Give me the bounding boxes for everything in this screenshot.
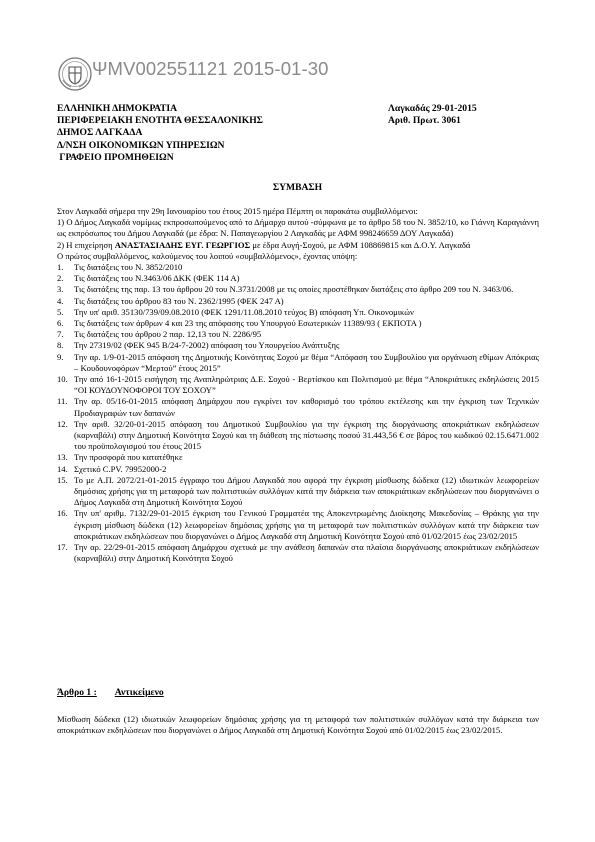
contract-body — [57, 206, 539, 565]
list-item-number: 8. — [57, 340, 64, 351]
issuer-line: ΓΡΑΦΕΙΟ ΠΡΟΜΗΘΕΙΩΝ — [57, 151, 174, 163]
list-item-number: 16. — [57, 508, 68, 519]
list-item — [57, 262, 539, 273]
considering-paragraph: Ο πρώτος συμβαλλόμενος, καλούμενος του λοιπού «συμβαλλόμενος», έχοντας υπόψη: — [57, 250, 358, 261]
list-item-number: 12. — [57, 418, 68, 429]
list-item-text: Τις διατάξεις του άρθρου 83 του Ν. 2362/1995 (ΦΕΚ 247 Α) — [74, 295, 284, 306]
list-item-text: Την 27319/02 (ΦΕΚ 945 Β/24-7-2002) απόφαση του Υπουργείου Ανάπτυξης — [74, 340, 340, 351]
article-heading — [57, 687, 164, 698]
issuer-line: ΔΗΜΟΣ ΛΑΓΚΑΔΑ — [57, 127, 143, 139]
issuer-header — [57, 103, 263, 164]
list-item-text: Την αρ. 22/29-01-2015 απόφαση Δημάρχου σχετικά με την ανάθεση δαπανών στα πλαίσια διοργάνωσης αποκριάτικων εκδηλώσεων (καρναβάλι) στην Δημοτική Κοινότητα Σοχού — [74, 542, 539, 564]
list-item — [57, 464, 539, 475]
document-title: ΣΥΜΒΑΣΗ — [272, 182, 323, 193]
document-watermark: ΨΜV002551121 2015-01-30 — [92, 58, 329, 79]
article-label: Άρθρο 1 : — [57, 687, 97, 698]
list-item — [57, 396, 539, 418]
list-item — [57, 374, 539, 396]
greek-coat-of-arms-emblem — [57, 56, 93, 92]
list-item-number: 4. — [57, 295, 64, 306]
party-two-details: με έδρα Αυγή-Σοχού, με ΑΦΜ 108869815 και Δ.Ο.Υ. Λαγκαδά — [250, 239, 471, 250]
list-item-text: Τις διατάξεις της παρ. 13 του άρθρου 20 του Ν.3731/2008 με τις οποίες προστέθηκαν διατάξεις στο άρθρο 209 του Ν. 3463/06. — [74, 284, 514, 295]
list-item — [57, 352, 539, 374]
list-item-number: 9. — [57, 351, 64, 362]
party-two — [57, 240, 539, 251]
list-item — [57, 340, 539, 351]
list-item-text: Το με Α.Π. 2072/21-01-2015 έγγραφο του Δήμου Λαγκαδά που αφορά την έγκριση μίσθωσης δώδεκα (12) ιδιωτικών λεωφορείων δημόσιας χρήσης για τη μεταφορά των πολιτιστικών συλλόγων κατά την διάρκεια των αποκριάτικων εκδηλώσεων που διοργανώνει ο Δήμος Λαγκαδά στη Δημοτική Κοινότητα Σοχού — [74, 474, 539, 508]
party-two-prefix: 2) Η επιχείρηση — [57, 239, 115, 250]
list-item-number: 11. — [57, 396, 68, 407]
list-item-text: Τις διατάξεις των άρθρων 4 και 23 της απόφασης του Υπουργού Εσωτερικών 11389/93 ( ΕΚΠΟΤΑ ) — [74, 318, 422, 329]
list-item — [57, 329, 539, 340]
list-item-number: 1. — [57, 262, 64, 273]
list-item-number: 15. — [57, 474, 68, 485]
list-item-number: 13. — [57, 452, 68, 463]
list-item-text: Την αριθ. 32/20-01-2015 απόφαση του Δημοτικού Συμβουλίου για την έγκριση της διοργάνωσης αποκριάτικων εκδηλώσεων (καρναβάλι) στην Δημοτική Κοινότητα Σοχού και τη διάθεση της πίστωσης ποσού 31.443,56 € σε βάρος του κωδικού 02.15.6471.002 του προϋπολογισμού του έτους 2015 — [74, 418, 539, 452]
article-title: Αντικείμενο — [114, 687, 164, 698]
party-one: 1) Ο Δήμος Λαγκαδά νομίμως εκπροσωπούμενος από το Δήμαρχο αυτού -σύμφωνα με το άρθρο 58 του Ν. 3852/10, κο Γιάννη Καραγιάννη ως εκπρόσωπος του Δήμου Λαγκαδά (με έδρα: Ν. Παπαγεωργίου 2 Λαγκαδάς με ΑΦΜ 998246659 ΔΟΥ Λαγκαδά) — [57, 217, 539, 239]
list-item-number: 2. — [57, 273, 64, 284]
intro-paragraph: Στον Λαγκαδά σήμερα την 29η Ιανουαρίου του έτους 2015 ημέρα Πέμπτη οι παρακάτω συμβαλλόμενοι: — [57, 206, 418, 216]
issuer-line: Δ/ΝΣΗ ΟΙΚΟΝΟΜΙΚΩΝ ΥΠΗΡΕΣΙΩΝ — [57, 139, 225, 151]
list-item — [57, 508, 539, 542]
list-item-text: Την υπ' αριθμ. 7132/29-01-2015 έγκριση του Γενικού Γραμματέα της Αποκεντρωμένης Διοίκησης Μακεδονίας – Θράκης για την έγκριση μίσθωση δώδεκα (12) λεωφορείων δημόσιας χρήσης για τη μεταφορά των πολιτιστικών συλλόγων κατά την διάρκεια των αποκριάτικων εκδηλώσεων που διοργανώνει ο Δήμος Λαγκαδά στη Δημοτική Κοινότητα Σοχού από 01/02/2015 έως 23/02/2015 — [74, 508, 539, 541]
list-item-number: 17. — [57, 542, 68, 553]
list-item-text: Τις διατάξεις του Ν.3463/06 ΔΚΚ (ΦΕΚ 114 Α) — [74, 273, 240, 284]
legal-basis-list — [57, 262, 539, 564]
protocol-number: Αριθ. Πρωτ. 3061 — [388, 115, 461, 127]
list-item — [57, 296, 539, 307]
list-item — [57, 284, 539, 295]
list-item — [57, 452, 539, 463]
list-item-number: 3. — [57, 284, 64, 295]
list-item-text: Σχετικό C.PV. 79952000-2 — [74, 463, 167, 474]
list-item — [57, 419, 539, 453]
list-item-number: 5. — [57, 306, 64, 317]
list-item — [57, 307, 539, 318]
list-item-text: Την υπ' αριθ. 35130/739/09.08.2010 (ΦΕΚ 1291/11.08.2010 τεύχος Β) απόφαση Υπ. Οικονομικών — [74, 306, 414, 317]
list-item-number: 6. — [57, 318, 64, 329]
list-item — [57, 318, 539, 329]
list-item-text: Την αρ. 1/9-01-2015 απόφαση της Δημοτικής Κοινότητας Σοχού με θέμα “Απόφαση του Συμβουλίου για οργάνωση εθίμων Απόκριας – Κουδουνοφόρων “Μερτού” έτους 2015” — [74, 351, 539, 373]
document-date: Λαγκαδάς 29-01-2015 — [388, 103, 477, 114]
list-item — [57, 273, 539, 284]
list-item-text: Την αρ. 05/16-01-2015 απόφαση Δημάρχου που εγκρίνει τον καθορισμό του τρόπου εκτέλεσης και την έγκριση των Τεχνικών Προδιαγραφών των δαπανών — [74, 396, 539, 418]
list-item-number: 10. — [57, 374, 68, 385]
issuer-line: ΠΕΡΙΦΕΡΕΙΑΚΗ ΕΝΟΤΗΤΑ ΘΕΣΣΑΛΟΝΙΚΗΣ — [57, 115, 263, 127]
list-item-text: Την προσφορά που κατατέθηκε — [74, 452, 183, 463]
list-item — [57, 542, 539, 564]
document-reference — [388, 103, 477, 127]
list-item — [57, 475, 539, 509]
party-two-name: ΑΝΑΣΤΑΣΙΑΔΗΣ ΕΥΓ. ΓΕΩΡΓΙΟΣ — [114, 239, 251, 250]
list-item-number: 14. — [57, 463, 68, 474]
list-item-text: Την από 16-1-2015 εισήγηση της Αναπληρώτριας Δ.Ε. Σοχού - Βερτίσκου και Πολιτισμού με θέμα “Αποκριάτικες εκδηλώσεις 2015 “ΟΙ ΚΟΥΔΟΥΝΟΦΟΡΟΙ ΤΟΥ ΣΟΧΟΥ” — [74, 374, 539, 396]
list-item-number: 7. — [57, 329, 64, 340]
article-body: Μίσθωση δώδεκα (12) ιδιωτικών λεωφορείων δημόσιας χρήσης για τη μεταφορά των πολιτιστικών συλλόγων κατά την διάρκεια των αποκριάτικων εκδηλώσεων που διοργανώνει ο Δήμος Λαγκαδά στη Δημοτική Κοινότητα Σοχού από 01/02/2015 έως 23/02/2015. — [57, 714, 539, 736]
list-item-text: Τις διατάξεις του άρθρου 2 παρ. 12,13 του Ν. 2286/95 — [74, 329, 262, 340]
issuer-line: ΕΛΛΗΝΙΚΗ ΔΗΜΟΚΡΑΤΙΑ — [57, 103, 178, 114]
list-item-text: Τις διατάξεις του Ν. 3852/2010 — [74, 262, 183, 273]
